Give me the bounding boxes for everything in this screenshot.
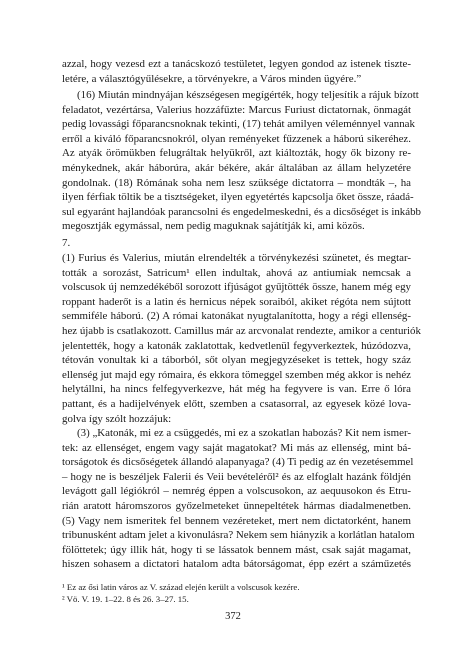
chapter-number: 7.: [62, 237, 71, 249]
footnote-2: ² Vö. V. 19. 1–22. 8 és 26. 3–27. 15.: [62, 594, 189, 604]
text-line: volscusok új nemzedékéből sorozott ifjúságot gyűjtötték össze, hanem még egy: [62, 281, 411, 294]
text-line: feladatot, vezértársa, Valerius hozzáfűzte: Marcus Furiust dictatornak, önmagát: [62, 103, 411, 116]
text-line: torságotok és dicsőségetek állandó alapanyaga? (4) Ti pedig az én vezetésemmel: [62, 456, 414, 469]
text-line: fölöttetek; úgy illik hát, hogy ti se lássatok bennem mást, csak saját magamat,: [62, 543, 411, 556]
text-line: tétován vonultak ki a táborból, sőt olyan megjegyzéseket is tettek, hogy száz: [62, 354, 411, 367]
text-line: rián aratott háromszoros győzelmeteket ünnepeltétek hármas diadalmenetben.: [62, 499, 411, 512]
text-line: azzal, hogy vezesd ezt a tanácskozó testületet, legyen gondod az istenek tiszte-: [62, 58, 411, 70]
footnote-1: ¹ Ez az ősi latin város az V. század elején került a volscusok kezére.: [62, 582, 300, 592]
text-line: semmiféle háború. (2) A római katonákat nyugtalanította, hogy a régi ellenség-: [62, 310, 411, 323]
text-line: pattant, és a hadijelvények előtt, szemben a csatasorral, az egyesek közé lova-: [62, 397, 411, 410]
text-line: sul egyaránt hajlandóak parancsolni és engedelmeskedni, és a dicsőséget is inkább: [62, 205, 421, 218]
paragraph-7-3: [62, 426, 415, 572]
top-paragraph: [62, 57, 411, 86]
page-number: 372: [225, 611, 241, 622]
text-line: (1) Furius és Valerius, miután elrendelték a törvénykezési szünetet, és megtar-: [62, 252, 411, 264]
chapter-heading: [62, 236, 411, 251]
text-line: tották a sorozást, Satricum¹ ellen indultak, ahová az antiumiak nemcsak a: [62, 266, 411, 279]
text-line: megosztják egymással, nem pedig maguknak sajátítják ki, ami közös.: [62, 220, 365, 233]
text-line: golva így szólt hozzájuk:: [62, 412, 172, 425]
text-line: hez újabb is csatlakozott. Camillus már az arcvonalat rendezte, amikor a centuriók: [62, 324, 421, 337]
text-line: ellenség jut majd egy rómaira, és ekkora tömeggel szemben még akkor is nehéz: [62, 368, 411, 381]
text-line: (5) Vagy nem ismeritek fel bennem vezéreteket, mert nem dictatorként, hanem: [62, 514, 411, 527]
text-line: ménykednek, akár háborúra, akár békére, akár általában az állam helyzetére: [62, 161, 411, 174]
paragraph-7-1: [62, 251, 421, 426]
text-line: letére, a választógyűlésekre, a törvényekre, a Város minden ügyére.”: [62, 72, 362, 85]
paragraph-16: [62, 88, 421, 234]
footnotes: [62, 581, 411, 605]
text-line: helytállni, ha nincs felfegyverkezve, hát még ha fegyvere is van. Erre ő lóra: [62, 383, 411, 396]
text-line: roppant haderőt is a latin és hernicus népek soraiból, akiket régóta nem sújtott: [62, 295, 411, 308]
text-line: ilyen férfiak töltik be a tisztségeket, ilyen egyetértés kapcsolja őket össze, ráadá-: [62, 191, 414, 204]
text-line: Az atyák örömükben felugráltak helyükről, azt kiáltozták, hogy ők bizony re-: [62, 147, 411, 160]
text-line: tek: az ellenséget, engem vagy saját magatokat? Mi más az ellenség, mint bá-: [62, 441, 411, 454]
text-line: tribunusként adtam jelet a kivonulásra? Nekem sem hiányzik a korlátlan hatalom: [62, 529, 415, 542]
text-line: – hogy ne is beszéljek Falerii és Veii bevételéről² és az elfoglalt hazánk földjén: [62, 470, 411, 483]
text-line: hiszen sohasem a dictatori hatalom adta bátorságomat, épp ezért a száműzetés: [62, 558, 411, 571]
text-line: erről a kiváló főparancsnokról, olyan reményeket fűzzenek a háború sikeréhez.: [62, 132, 411, 145]
text-line: (16) Miután mindnyájan készségesen megígérték, hogy teljesítik a rájuk bízott: [77, 89, 419, 101]
text-line: (3) „Katonák, mi ez a csüggedés, mi ez a szokatlan habozás? Kit nem ismer-: [77, 427, 411, 439]
text-line: jelentették, hogy a katonák zaklatottak, kedvetlenül fegyverkeztek, húzódozva,: [62, 339, 411, 352]
text-line: pedig lovassági főparancsnoknak tekinti, (17) tehát amilyen véleménnyel vannak: [62, 118, 415, 131]
text-line: levágott gall légiókról – nemrég éppen a volscusokon, az aequusokon és Etru-: [62, 485, 411, 498]
text-line: gondolnak. (18) Rómának soha nem lesz szüksége dictatorra – mondták –, ha: [62, 176, 411, 189]
